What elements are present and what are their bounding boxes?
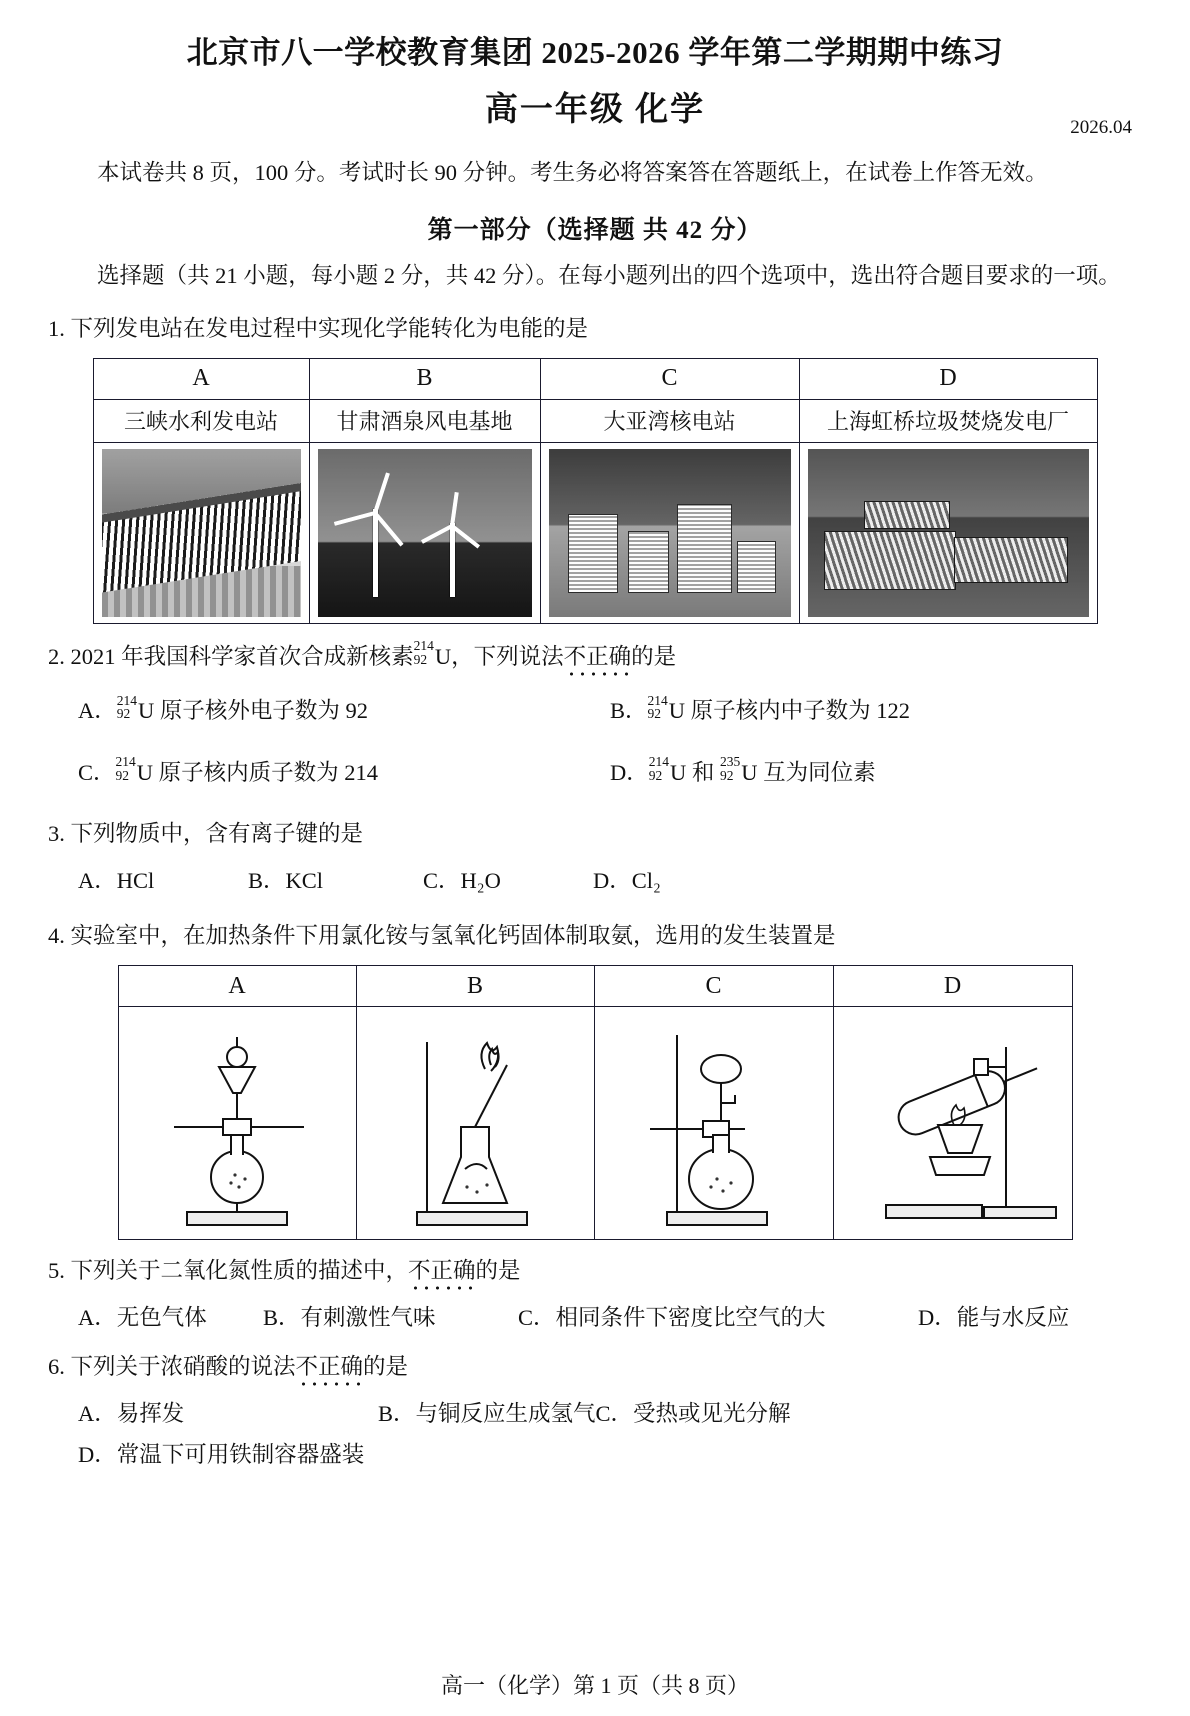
- table-row: [93, 442, 1097, 623]
- q4-letter-d[interactable]: D: [833, 966, 1072, 1007]
- exam-date: 2026.04: [1070, 116, 1132, 138]
- isotope-notation: 214 92: [116, 692, 137, 721]
- q4-letter-a[interactable]: A: [118, 966, 356, 1007]
- question-3-number: 3.: [48, 821, 65, 847]
- table-row: [93, 358, 1097, 399]
- isotope-notation: 214 92: [115, 754, 136, 783]
- question-5-stem: [48, 1252, 1142, 1290]
- q2-option-d-text: 和: [686, 759, 721, 785]
- question-5-text-post: 的是: [475, 1258, 521, 1284]
- isotope-symbol: U: [138, 698, 155, 723]
- shanghai-hongqiao-waste-incineration-photo: [808, 449, 1089, 617]
- q3-option-b[interactable]: B．KCl: [248, 867, 324, 893]
- q4-image-cell-a: [118, 1007, 356, 1240]
- q4-image-cell-d: [833, 1007, 1072, 1240]
- question-2-text-mid: ，下列说法: [451, 643, 564, 669]
- q6-option-c[interactable]: C．受热或见光分解: [595, 1400, 791, 1426]
- page-title: 北京市八一学校教育集团 2025-2026 学年第二学期期中练习: [186, 35, 1004, 70]
- question-2-text-pre: 2021 年我国科学家首次合成新核素: [70, 643, 414, 669]
- question-5-emphasis: 不正确: [408, 1258, 476, 1284]
- q2-option-c-label: C．: [78, 759, 116, 785]
- heated-test-tube-with-clamp-apparatus: [834, 1007, 1072, 1239]
- question-3-stem: [48, 815, 1142, 853]
- question-6-options: [78, 1393, 1142, 1476]
- daya-bay-nuclear-photo: [549, 449, 791, 617]
- three-gorges-dam-photo: [102, 449, 301, 617]
- question-1-text: 下列发电站在发电过程中实现化学能转化为电能的是: [70, 315, 589, 341]
- question-5-text-pre: 下列关于二氧化氮性质的描述中，: [70, 1258, 409, 1284]
- q2-option-a[interactable]: [78, 690, 610, 732]
- isotope-symbol: U: [136, 759, 154, 785]
- table-row: [93, 399, 1097, 442]
- question-2-stem: [48, 638, 1142, 676]
- part-one-title: 第一部分（选择题 共 42 分）: [427, 217, 763, 245]
- isotope-symbol: U: [434, 643, 452, 669]
- q1-caption-d: 上海虹桥垃圾焚烧发电厂: [799, 399, 1097, 442]
- question-1-number: 1.: [48, 315, 65, 341]
- q2-option-d[interactable]: [610, 752, 1142, 794]
- q1-caption-c: 大亚湾核电站: [540, 399, 799, 442]
- isotope-notation: 214 92: [413, 638, 434, 667]
- question-6-text-post: 的是: [363, 1354, 409, 1380]
- question-6-number: 6.: [48, 1354, 65, 1380]
- question-2-emphasis: 不正确: [563, 643, 632, 669]
- q2-option-a-text: 原子核外电子数为 92: [154, 698, 369, 723]
- q1-image-cell-a: [93, 442, 309, 623]
- q1-letter-b[interactable]: B: [309, 358, 540, 399]
- question-4-options-table: [118, 965, 1073, 1240]
- q1-caption-a: 三峡水利发电站: [93, 399, 309, 442]
- q6-option-b[interactable]: B．与铜反应生成氢气: [378, 1400, 596, 1426]
- table-row: [118, 1007, 1072, 1240]
- q5-option-b[interactable]: B．有刺激性气味: [263, 1304, 436, 1330]
- gansu-wind-farm-photo: [318, 449, 532, 617]
- exam-page: [0, 34, 1190, 1716]
- q6-option-a[interactable]: A．易挥发: [78, 1400, 185, 1426]
- q3-option-a[interactable]: A．HCl: [78, 867, 155, 893]
- isotope-notation: 214 92: [648, 754, 669, 783]
- question-6-stem: [48, 1348, 1142, 1386]
- question-6-emphasis: 不正确: [295, 1354, 364, 1380]
- q2-option-d-text2: 互为同位素: [757, 759, 876, 785]
- q3-option-c[interactable]: C．H₂O: [423, 867, 501, 893]
- q1-image-cell-b: [309, 442, 540, 623]
- q5-option-c[interactable]: C．相同条件下密度比空气的大: [518, 1304, 826, 1330]
- q2-option-b-text: 原子核内中子数为 122: [685, 698, 911, 723]
- isotope-notation: 214 92: [647, 692, 668, 721]
- q2-option-c-text: 原子核内质子数为 214: [153, 759, 379, 785]
- q1-letter-d[interactable]: D: [799, 358, 1097, 399]
- table-row: [118, 966, 1072, 1007]
- q4-image-cell-b: [356, 1007, 594, 1240]
- q2-option-c[interactable]: [78, 752, 610, 794]
- question-5-number: 5.: [48, 1258, 65, 1284]
- subject-title: 高一年级 化学: [484, 91, 706, 128]
- q1-letter-a[interactable]: A: [93, 358, 309, 399]
- round-bottom-flask-with-funnel-apparatus: [119, 1007, 356, 1239]
- isotope-notation-2: 235 92: [720, 754, 741, 783]
- q2-option-a-label: A．: [78, 698, 117, 723]
- multiple-choice-note: 选择题（共 21 小题，每小题 2 分，共 42 分）。在每小题列出的四个选项中，选出符合题目要求的一项。: [97, 263, 1121, 289]
- page-footer: 高一（化学）第 1 页（共 8 页）: [440, 1673, 749, 1698]
- exam-instructions: 本试卷共 8 页，100 分。考试时长 90 分钟。考生务必将答案答在答题纸上，在试卷上作答无效。: [97, 159, 1048, 185]
- flask-with-dropping-funnel-apparatus: [595, 1007, 833, 1239]
- question-4-number: 4.: [48, 923, 65, 949]
- q1-caption-b: 甘肃酒泉风电基地: [309, 399, 540, 442]
- isotope-symbol: U: [670, 759, 687, 785]
- q1-image-cell-c: [540, 442, 799, 623]
- question-2-number: 2.: [48, 643, 65, 669]
- q1-letter-c[interactable]: C: [540, 358, 799, 399]
- isotope-symbol: U: [668, 698, 686, 723]
- question-2-text-post: 的是: [631, 643, 677, 669]
- question-2-options: [78, 690, 1142, 793]
- question-6-text-pre: 下列关于浓硝酸的说法: [70, 1354, 296, 1380]
- flask-with-tube-and-flame-apparatus: [357, 1007, 594, 1239]
- q5-option-d[interactable]: D．能与水反应: [918, 1304, 1070, 1330]
- q4-letter-b[interactable]: B: [356, 966, 594, 1007]
- q3-option-d[interactable]: D．Cl₂: [593, 867, 661, 893]
- question-1-options-table: [93, 358, 1098, 624]
- q2-option-b-label: B．: [610, 698, 648, 723]
- isotope-symbol-2: U: [741, 759, 758, 785]
- q4-letter-c[interactable]: C: [594, 966, 833, 1007]
- q2-option-d-label: D．: [610, 759, 649, 785]
- q2-option-b[interactable]: [610, 690, 1142, 732]
- question-4-stem: [48, 917, 1142, 955]
- subject-row: [0, 91, 1190, 143]
- question-3-options: [78, 860, 1142, 902]
- q4-image-cell-c: [594, 1007, 833, 1240]
- question-3-text: 下列物质中，含有离子键的是: [70, 821, 364, 847]
- question-5-options: [78, 1297, 1142, 1339]
- q1-image-cell-d: [799, 442, 1097, 623]
- q5-option-a[interactable]: A．无色气体: [78, 1304, 207, 1330]
- question-1-stem: [48, 310, 1142, 348]
- question-4-text: 实验室中，在加热条件下用氯化铵与氢氧化钙固体制取氨，选用的发生装置是: [70, 923, 836, 949]
- q6-option-d[interactable]: D．常温下可用铁制容器盛装: [78, 1442, 365, 1468]
